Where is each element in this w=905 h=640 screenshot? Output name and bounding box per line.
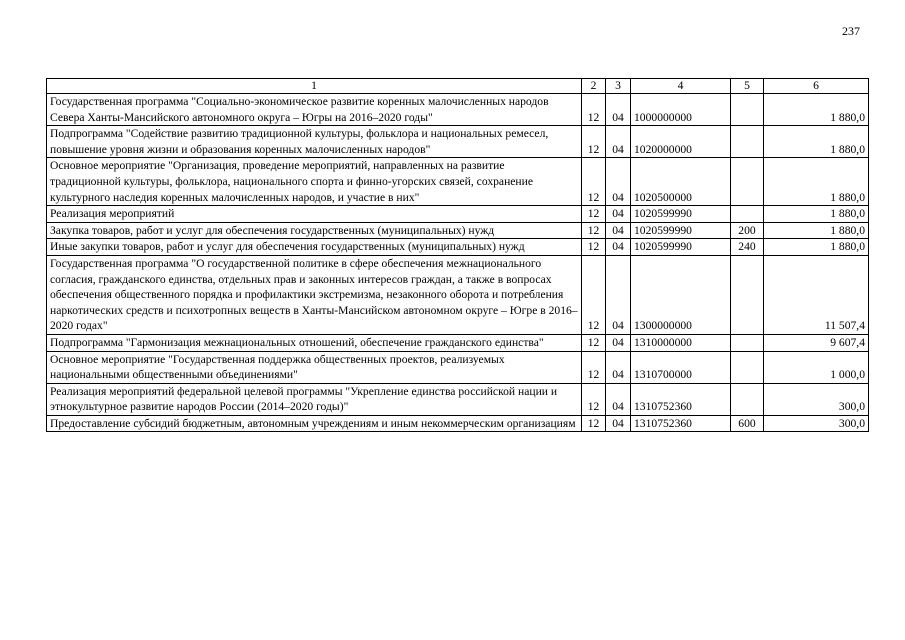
row-sum: 1 880,0 (764, 94, 869, 126)
row-subsection: 04 (606, 222, 631, 239)
row-expense-type (731, 383, 764, 415)
row-name: Реализация мероприятий федеральной целевой программы "Укрепление единства российской нации и этнокультурное развитие народов России (2014–2020 годы)" (47, 383, 582, 415)
row-subsection: 04 (606, 351, 631, 383)
row-target-article: 1020500000 (631, 158, 731, 206)
row-expense-type (731, 206, 764, 223)
row-target-article: 1000000000 (631, 94, 731, 126)
header-col-target-article: 4 (631, 79, 731, 94)
table-row (47, 351, 869, 383)
row-expense-type (731, 351, 764, 383)
row-section: 12 (582, 126, 606, 158)
row-name: Государственная программа "Социально-экономическое развитие коренных малочисленных народов Севера Ханты-Мансийского автономного округа – Югры на 2016–2020 годы" (47, 94, 582, 126)
row-sum: 1 880,0 (764, 158, 869, 206)
row-subsection: 04 (606, 334, 631, 351)
row-section: 12 (582, 206, 606, 223)
row-name: Предоставление субсидий бюджетным, автономным учреждениям и иным некоммерческим организациям (47, 415, 582, 432)
table-header-row (47, 79, 869, 94)
row-section: 12 (582, 351, 606, 383)
table-row (47, 239, 869, 256)
row-sum: 11 507,4 (764, 255, 869, 334)
header-col-name: 1 (47, 79, 582, 94)
table-row (47, 206, 869, 223)
row-expense-type: 240 (731, 239, 764, 256)
header-col-sum: 6 (764, 79, 869, 94)
row-subsection: 04 (606, 415, 631, 432)
row-section: 12 (582, 383, 606, 415)
row-sum: 1 880,0 (764, 126, 869, 158)
row-sum: 300,0 (764, 383, 869, 415)
page-number: 237 (842, 24, 860, 38)
table-row (47, 94, 869, 126)
row-target-article: 1020000000 (631, 126, 731, 158)
row-expense-type: 200 (731, 222, 764, 239)
row-target-article: 1310752360 (631, 383, 731, 415)
row-subsection: 04 (606, 158, 631, 206)
row-sum: 300,0 (764, 415, 869, 432)
row-target-article: 1310700000 (631, 351, 731, 383)
row-section: 12 (582, 94, 606, 126)
row-name: Подпрограмма "Гармонизация межнациональных отношений, обеспечение гражданского единства" (47, 334, 582, 351)
row-section: 12 (582, 222, 606, 239)
row-target-article: 1020599990 (631, 239, 731, 256)
table-row (47, 222, 869, 239)
table-row (47, 334, 869, 351)
row-expense-type (731, 126, 764, 158)
row-subsection: 04 (606, 94, 631, 126)
row-section: 12 (582, 239, 606, 256)
row-expense-type (731, 255, 764, 334)
row-target-article: 1020599990 (631, 206, 731, 223)
row-section: 12 (582, 255, 606, 334)
row-sum: 1 880,0 (764, 222, 869, 239)
row-expense-type (731, 94, 764, 126)
row-target-article: 1300000000 (631, 255, 731, 334)
row-target-article: 1310752360 (631, 415, 731, 432)
row-subsection: 04 (606, 383, 631, 415)
row-name: Государственная программа "О государственной политике в сфере обеспечения межнационального согласия, гражданского единства, отдельных прав и законных интересов граждан, а также в вопросах обеспечения общественного порядка и профилактики экстремизма, незаконного оборота и потребления наркотических средств и психотропных веществ в Ханты-Мансийском автономном округе – Югре в 2016–2020 годах" (47, 255, 582, 334)
row-subsection: 04 (606, 239, 631, 256)
row-name: Иные закупки товаров, работ и услуг для обеспечения государственных (муниципальных) нужд (47, 239, 582, 256)
row-sum: 1 880,0 (764, 239, 869, 256)
table-row (47, 415, 869, 432)
row-expense-type (731, 334, 764, 351)
row-subsection: 04 (606, 126, 631, 158)
row-section: 12 (582, 334, 606, 351)
table-row (47, 383, 869, 415)
row-sum: 1 880,0 (764, 206, 869, 223)
row-target-article: 1310000000 (631, 334, 731, 351)
row-sum: 9 607,4 (764, 334, 869, 351)
header-col-section: 2 (582, 79, 606, 94)
row-section: 12 (582, 158, 606, 206)
row-subsection: 04 (606, 206, 631, 223)
row-sum: 1 000,0 (764, 351, 869, 383)
row-subsection: 04 (606, 255, 631, 334)
row-name: Закупка товаров, работ и услуг для обеспечения государственных (муниципальных) нужд (47, 222, 582, 239)
table-row (47, 126, 869, 158)
row-target-article: 1020599990 (631, 222, 731, 239)
row-name: Подпрограмма "Содействие развитию традиционной культуры, фольклора и национальных ремесел, повышение уровня жизни и образования коренных малочисленных народов" (47, 126, 582, 158)
header-col-subsection: 3 (606, 79, 631, 94)
table-body (47, 94, 869, 432)
table-row (47, 158, 869, 206)
row-expense-type: 600 (731, 415, 764, 432)
row-section: 12 (582, 415, 606, 432)
budget-table (46, 78, 869, 432)
row-expense-type (731, 158, 764, 206)
row-name: Реализация мероприятий (47, 206, 582, 223)
header-col-expense-type: 5 (731, 79, 764, 94)
table-row (47, 255, 869, 334)
row-name: Основное мероприятие "Организация, проведение мероприятий, направленных на развитие традиционной культуры, фольклора, национального спорта и финно-угорских связей, сохранение культурного наследия коренных малочисленных народов, и участие в них" (47, 158, 582, 206)
row-name: Основное мероприятие "Государственная поддержка общественных проектов, реализуемых национальными общественными объединениями" (47, 351, 582, 383)
